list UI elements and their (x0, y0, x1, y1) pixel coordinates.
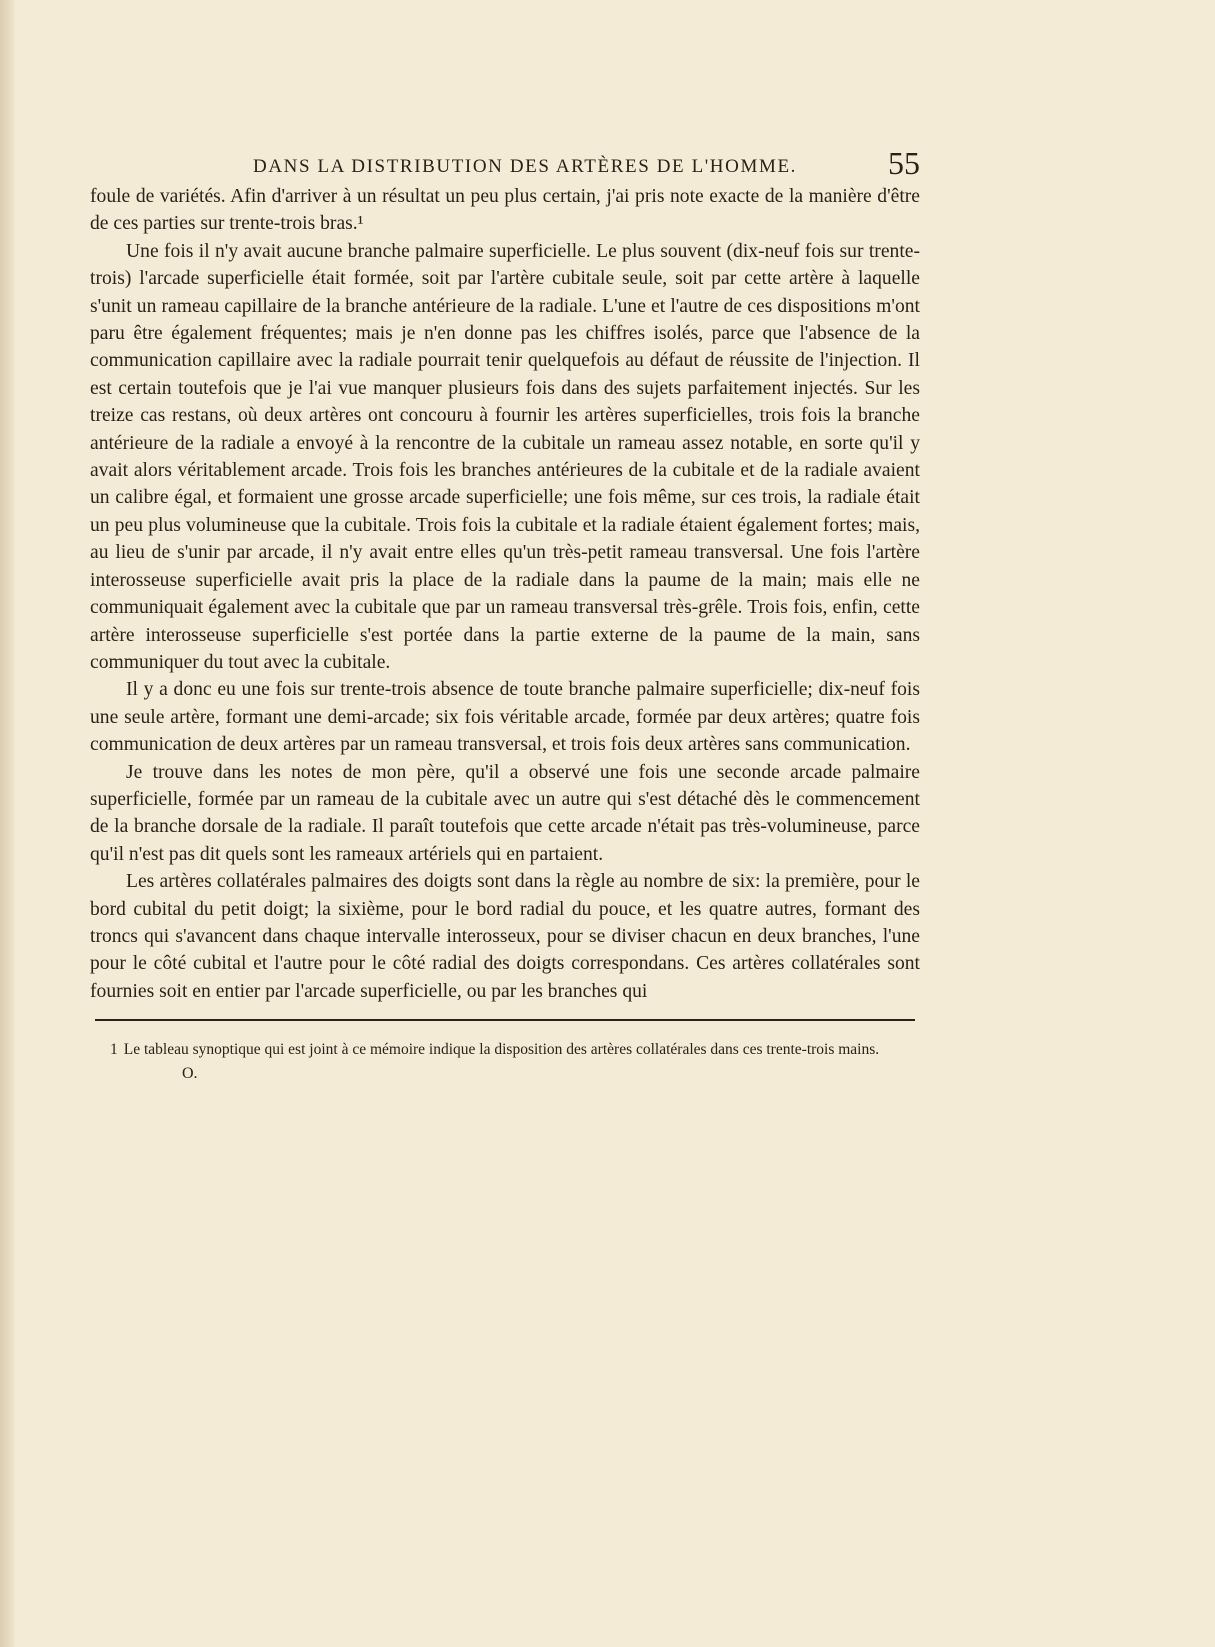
footnote-mark: 1 (110, 1041, 118, 1059)
paragraph: foule de variétés. Afin d'arriver à un résultat un peu plus certain, j'ai pris note exacte de la manière d'être de ces parties sur trente-trois bras.¹ (90, 186, 920, 235)
footnote-signature: O. (182, 1065, 198, 1083)
page-number: 55 (888, 145, 920, 181)
footnote-text: Le tableau synoptique qui est joint à ce mémoire indique la disposition des artères collatérales dans ces trente-trois mains. (123, 1041, 880, 1059)
book-page (90, 145, 920, 1085)
body-text (90, 183, 920, 1005)
running-head-title: DANS LA DISTRIBUTION DES ARTÈRES DE L'HOMME. (253, 156, 797, 177)
footnote (90, 1039, 920, 1061)
paragraph: Je trouve dans les notes de mon père, qu'il a observé une fois une seconde arcade palmaire superficielle, formée par un rameau de la cubitale avec un autre qui s'est détaché dès le commencement de la branche dorsale de la radiale. Il paraît toutefois que cette arcade n'était pas très-volumineuse, parce qu'il n'est pas dit quels sont les rameaux artériels qui en partaient. (90, 761, 920, 865)
paragraph: Les artères collatérales palmaires des doigts sont dans la règle au nombre de six: la première, pour le bord cubital du petit doigt; la sixième, pour le bord radial du pouce, et les quatre autres, formant des troncs qui s'avancent dans chaque intervalle interosseux, pour se diviser chacun en deux branches, l'une pour le côté cubital et l'autre pour le côté radial des doigts correspondans. Ces artères collatérales sont fournies soit en entier par l'arcade superficielle, ou par les branches qui (90, 871, 920, 1002)
paragraph: Il y a donc eu une fois sur trente-trois absence de toute branche palmaire superficielle; dix-neuf fois une seule artère, formant une demi-arcade; six fois véritable arcade, formée par deux artères; quatre fois communication de deux artères par un rameau transversal, et trois fois deux artères sans communication. (90, 679, 920, 756)
running-head (90, 145, 920, 184)
page-binding-edge (0, 0, 14, 1647)
paragraph: Une fois il n'y avait aucune branche palmaire superficielle. Le plus souvent (dix-neuf fois sur trente-trois) l'arcade superficielle était formée, soit par l'artère cubitale seule, soit par cette artère à laquelle s'unit un rameau capillaire de la branche antérieure de la radiale. L'une et l'autre de ces dispositions m'ont paru être également fréquentes; mais je n'en donne pas les chiffres isolés, parce que l'absence de la communication capillaire avec la radiale pourrait tenir quelquefois au défaut de réussite de l'injection. Il est certain toutefois que je l'ai vue manquer plusieurs fois dans des sujets parfaitement injectés. Sur les treize cas restans, où deux artères ont concouru à fournir les artères superficielles, trois fois la branche antérieure de la radiale a envoyé à la rencontre de la cubitale un rameau assez notable, en sorte qu'il y avait alors véritablement arcade. Trois fois les branches antérieures de la cubitale et de la radiale avaient un calibre égal, et formaient une grosse arcade superficielle; une fois même, sur ces trois, la radiale était un peu plus volumineuse que la cubitale. Trois fois la cubitale et la radiale étaient également fortes; mais, au lieu de s'unir par arcade, il n'y avait entre elles qu'un très-petit rameau transversal. Une fois l'artère interosseuse superficielle avait pris la place de la radiale dans la paume de la main; mais elle ne communiquait également avec la cubitale que par un rameau transversal très-grêle. Trois fois, enfin, cette artère interosseuse superficielle s'est portée dans la partie externe de la paume de la main, sans communiquer du tout avec la cubitale. (90, 240, 920, 673)
footnote-divider (95, 1019, 915, 1021)
